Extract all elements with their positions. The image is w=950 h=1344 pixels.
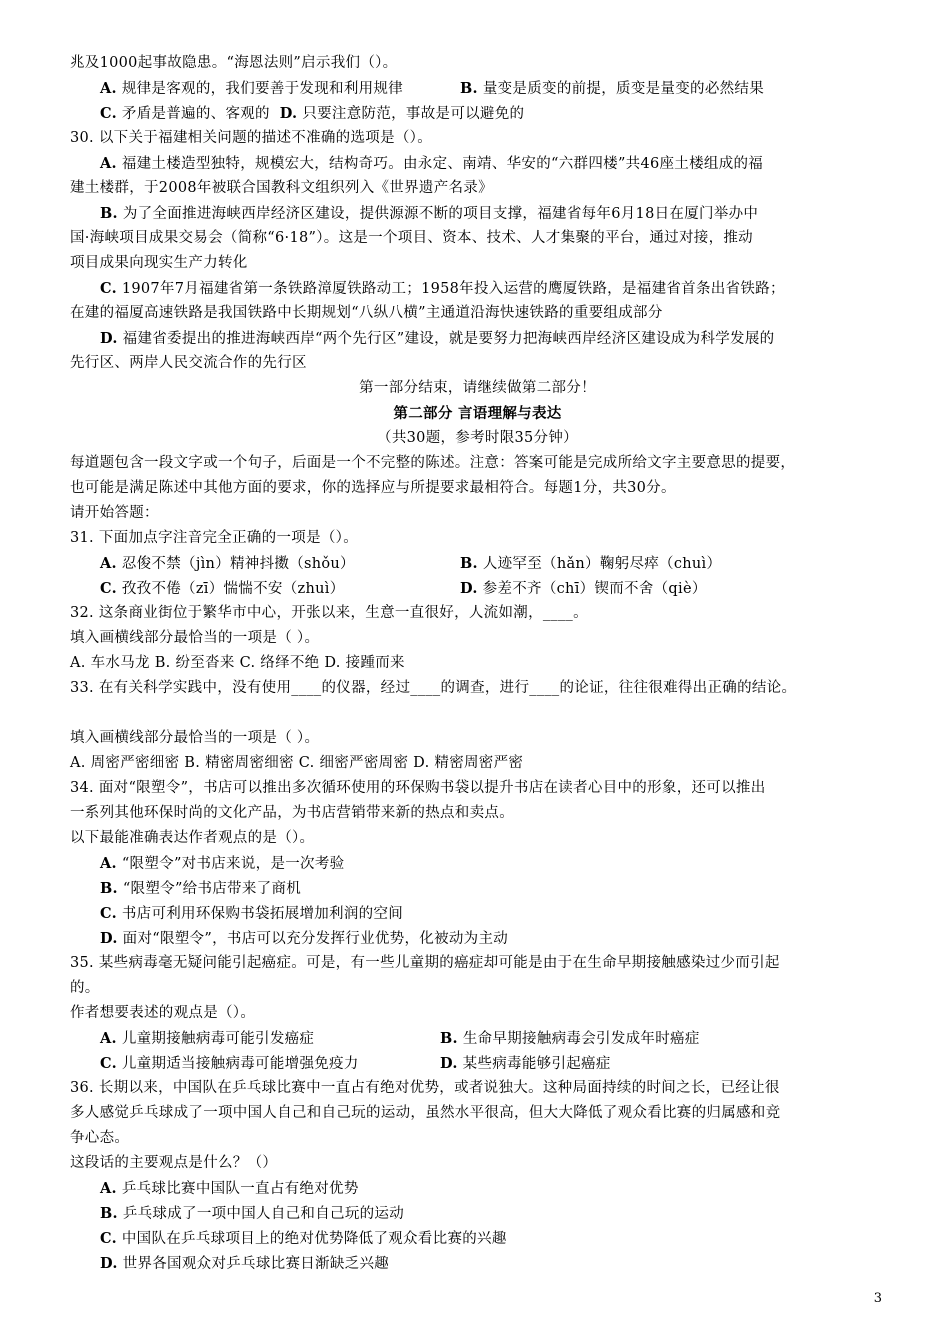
- option-letter: A.: [100, 1180, 117, 1197]
- option-letter: A.: [100, 1030, 117, 1047]
- q29-options-ab: [70, 76, 885, 101]
- option-letter: B.: [100, 1205, 118, 1222]
- q36-option-c: [70, 1226, 885, 1251]
- q35-stem-line2: 的。: [70, 980, 100, 996]
- q30-option-b-line3: 项目成果向现实生产力转化: [70, 255, 248, 271]
- document-page: [70, 51, 885, 1276]
- q29-option-c: 矛盾是普遍的、客观的: [121, 106, 270, 122]
- q31-options-cd: [70, 576, 885, 601]
- q30-option-c-line1: [70, 276, 885, 301]
- q30-option-c-text: 1907年7月福建省第一条铁路漳厦铁路动工；1958年投入运营的鹰厦铁路，是福建省首条出省铁路；: [121, 281, 785, 297]
- q29-stem-tail: 兆及1000起事故隐患。“海恩法则”启示我们（）。: [70, 55, 398, 71]
- option-letter: C.: [100, 1055, 117, 1072]
- q34-option-d: [70, 926, 885, 951]
- q35-option-c: 儿童期适当接触病毒可能增强免疫力: [121, 1056, 359, 1072]
- option-letter: A.: [100, 155, 117, 172]
- q31-options-ab: [70, 551, 885, 576]
- q36-stem-line3: 争心态。: [70, 1130, 130, 1146]
- q31-option-d: 参差不齐（chī）锲而不舍（qiè）: [482, 581, 707, 597]
- q30-option-d-text: 福建省委提出的推进海峡西岸“两个先行区”建设，就是要努力把海峡西岸经济区建设成为科学发展的: [122, 331, 775, 347]
- section-instructions-line2: 也可能是满足陈述中其他方面的要求，你的选择应与所提要求最相符合。每题1分，共30分。: [70, 480, 676, 496]
- q32-prompt: 填入画横线部分最恰当的一项是（ ）。: [70, 630, 320, 646]
- option-letter: D.: [100, 330, 118, 347]
- option-letter: C.: [100, 105, 117, 122]
- q32-options: A. 车水马龙 B. 纷至沓来 C. 络绎不绝 D. 接踵而来: [70, 655, 405, 671]
- q30-stem: 30. 以下关于福建相关问题的描述不准确的选项是（）。: [70, 130, 433, 146]
- q36-option-d-text: 世界各国观众对乒乓球比赛日渐缺乏兴趣: [122, 1256, 390, 1272]
- q33-stem: 33. 在有关科学实践中，没有使用____的仪器，经过____的调查，进行____的论证，往往很难得出正确的结论。: [70, 680, 797, 696]
- q36-option-b: [70, 1201, 885, 1226]
- q32-stem: 32. 这条商业街位于繁华市中心，开张以来，生意一直很好，人流如潮，____。: [70, 605, 588, 621]
- q35-option-b: 生命早期接触病毒会引发成年时癌症: [462, 1031, 700, 1047]
- section-subtitle: （共30题，参考时限35分钟）: [377, 430, 578, 446]
- q36-option-a-text: 乒乓球比赛中国队一直占有绝对优势: [121, 1181, 359, 1197]
- q35-option-d: 某些病毒能够引起癌症: [462, 1056, 611, 1072]
- option-letter: B.: [440, 1030, 458, 1047]
- q34-prompt: 以下最能准确表达作者观点的是（）。: [70, 830, 315, 846]
- page-number: 3: [873, 1291, 882, 1306]
- option-letter: D.: [460, 580, 478, 597]
- q33-options: A. 周密严密细密 B. 精密周密细密 C. 细密严密周密 D. 精密周密严密: [70, 755, 524, 771]
- q29-option-b: 量变是质变的前提，质变是量变的必然结果: [482, 81, 765, 97]
- section-start: 请开始答题：: [70, 505, 159, 521]
- option-letter: B.: [100, 880, 118, 897]
- section-end-notice: 第一部分结束，请继续做第二部分！: [359, 380, 596, 396]
- q30-option-a-line1: [70, 151, 885, 176]
- option-letter: A.: [100, 80, 117, 97]
- q33-prompt: 填入画横线部分最恰当的一项是（ ）。: [70, 730, 320, 746]
- q34-option-c: [70, 901, 885, 926]
- q36-option-a: [70, 1176, 885, 1201]
- q31-stem: 31. 下面加点字注音完全正确的一项是（）。: [70, 530, 359, 546]
- q30-option-d-line1: [70, 326, 885, 351]
- q34-stem-line1: 34. 面对“限塑令”，书店可以推出多次循环使用的环保购书袋以提升书店在读者心目中的形象，还可以推出: [70, 780, 766, 796]
- option-letter: B.: [100, 205, 118, 222]
- q31-option-b: 人迹罕至（hǎn）鞠躬尽瘁（chuì）: [482, 556, 722, 572]
- q34-stem-line2: 一系列其他环保时尚的文化产品，为书店营销带来新的热点和卖点。: [70, 805, 514, 821]
- q34-option-c-text: 书店可利用环保购书袋拓展增加利润的空间: [121, 906, 404, 922]
- q31-option-c: 孜孜不倦（zī）惴惴不安（zhuì）: [121, 581, 345, 597]
- option-letter: C.: [100, 1230, 117, 1247]
- option-letter: D.: [440, 1055, 458, 1072]
- q36-prompt: 这段话的主要观点是什么？（）: [70, 1155, 278, 1171]
- q30-option-b-line1: [70, 201, 885, 226]
- q29-option-a: 规律是客观的，我们要善于发现和利用规律: [121, 81, 404, 97]
- q34-option-a: [70, 851, 885, 876]
- q29-options-cd: [70, 101, 885, 126]
- section-instructions-line1: 每道题包含一段文字或一个句子，后面是一个不完整的陈述。注意：答案可能是完成所给文字主要意思的提要，: [70, 455, 796, 471]
- option-letter: C.: [100, 905, 117, 922]
- option-letter: D.: [100, 1255, 118, 1272]
- q34-option-d-text: 面对“限塑令”，书店可以充分发挥行业优势，化被动为主动: [122, 931, 509, 947]
- q34-option-b-text: “限塑令”给书店带来了商机: [122, 881, 302, 897]
- option-letter: D.: [279, 105, 298, 122]
- q30-option-a-line2: 建土楼群，于2008年被联合国教科文组织列入《世界遗产名录》: [70, 180, 493, 196]
- q36-option-d: [70, 1251, 885, 1276]
- q34-option-b: [70, 876, 885, 901]
- q31-option-a: 忍俊不禁（jìn）精神抖擞（shǒu）: [121, 556, 355, 572]
- section-title: 第二部分 言语理解与表达: [393, 405, 562, 422]
- q30-option-c-line2: 在建的福厦高速铁路是我国铁路中长期规划“八纵八横”主通道沿海快速铁路的重要组成部分: [70, 305, 663, 321]
- option-letter: C.: [100, 280, 117, 297]
- q36-option-b-text: 乒乓球成了一项中国人自己和自己玩的运动: [122, 1206, 405, 1222]
- option-letter: A.: [100, 555, 117, 572]
- q35-options-ab: [70, 1026, 885, 1051]
- option-letter: C.: [100, 580, 117, 597]
- q36-option-c-text: 中国队在乒乓球项目上的绝对优势降低了观众看比赛的兴趣: [121, 1231, 507, 1247]
- option-letter: D.: [100, 930, 118, 947]
- q36-stem-line1: 36. 长期以来，中国队在乒乓球比赛中一直占有绝对优势，或者说独大。这种局面持续的时间之长，已经让很: [70, 1080, 780, 1096]
- q30-option-a-text: 福建土楼造型独特，规模宏大，结构奇巧。由永定、南靖、华安的“六群四楼”共46座土楼组成的福: [121, 156, 764, 172]
- q35-option-a: 儿童期接触病毒可能引发癌症: [121, 1031, 315, 1047]
- q30-option-b-line2: 国·海峡项目成果交易会（简称“6·18”）。这是一个项目、资本、技术、人才集聚的平台，通过对接，推动: [70, 230, 753, 246]
- q36-stem-line2: 多人感觉乒乓球成了一项中国人自己和自己玩的运动，虽然水平很高，但大大降低了观众看比赛的归属感和竞: [70, 1105, 781, 1121]
- q30-option-b-text: 为了全面推进海峡西岸经济区建设，提供源源不断的项目支撑，福建省每年6月18日在厦门举办中: [122, 206, 759, 222]
- q35-stem-line1: 35. 某些病毒毫无疑问能引起癌症。可是，有一些儿童期的癌症却可能是由于在生命早期接触感染过少而引起: [70, 955, 780, 971]
- option-letter: A.: [100, 855, 117, 872]
- option-letter: B.: [460, 555, 478, 572]
- q35-prompt: 作者想要表述的观点是（）。: [70, 1005, 256, 1021]
- option-letter: B.: [460, 80, 478, 97]
- q35-options-cd: [70, 1051, 885, 1076]
- q29-option-d: 只要注意防范，事故是可以避免的: [302, 106, 525, 122]
- q34-option-a-text: “限塑令”对书店来说，是一次考验: [121, 856, 345, 872]
- q30-option-d-line2: 先行区、两岸人民交流合作的先行区: [70, 355, 307, 371]
